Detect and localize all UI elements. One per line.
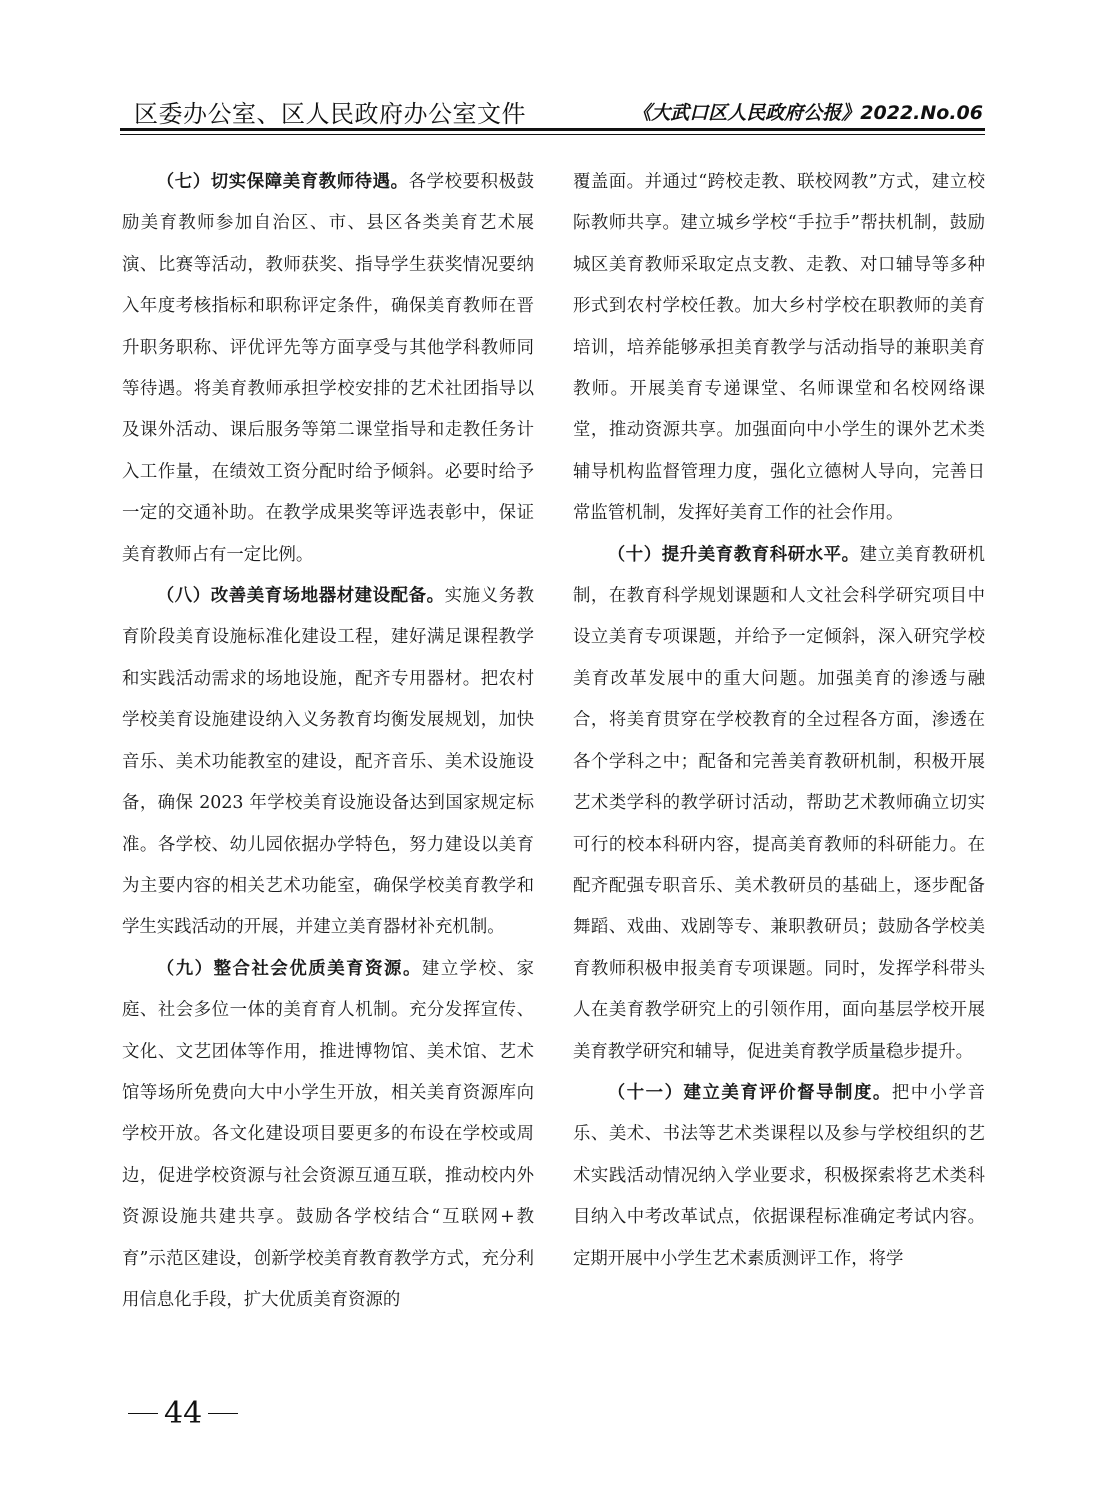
- paragraph-7: [122, 162, 534, 576]
- paragraph-10-body: 建立美育教研机制，在教育科学规划课题和人文社会科学研究项目中设立美育专项课题，并给予一定倾斜，深入研究学校美育改革发展中的重大问题。加强美育的渗透与融合，将美育贯穿在学校教育的全过程各方面，渗透在各个学科之中；配备和完善美育教研机制，积极开展艺术类学科的教学研讨活动，帮助艺术教师确立切实可行的校本科研内容，提高美育教师的科研能力。在配齐配强专职音乐、美术教研员的基础上，逐步配备舞蹈、戏曲、戏剧等专、兼职教研员；鼓励各学校美育教师积极申报美育专项课题。同时，发挥学科带头人在美育教学研究上的引领作用，面向基层学校开展美育教学研究和辅导，促进美育教学质量稳步提升。: [573, 544, 985, 1062]
- footer-dash-left: [128, 1413, 158, 1415]
- paragraph-11-body: 把中小学音乐、美术、书法等艺术类课程以及参与学校组织的艺术实践活动情况纳入学业要求，积极探索将艺术类科目纳入中考改革试点，依据课程标准确定考试内容。定期开展中小学生艺术素质测评工作，将学: [573, 1082, 985, 1269]
- paragraph-10: [573, 535, 985, 1073]
- header-rule-thin: [120, 134, 985, 135]
- paragraph-9-body: 建立学校、家庭、社会多位一体的美育育人机制。充分发挥宣传、文化、文艺团体等作用，推进博物馆、美术馆、艺术馆等场所免费向大中小学生开放，相关美育资源库向学校开放。各文化建设项目要更多的布设在学校或周边，促进学校资源与社会资源互通互联，推动校内外资源设施共建共享。鼓励各学校结合“互联网+教育”示范区建设，创新学校美育教育教学方式，充分利用信息化手段，扩大优质美育资源的: [122, 958, 534, 1310]
- paragraph-9: [122, 949, 534, 1322]
- paragraph-8: [122, 576, 534, 949]
- header-rule-thick: [120, 128, 985, 131]
- paragraph-11-heading: （十一）建立美育评价督导制度。: [607, 1082, 892, 1103]
- footer-dash-right: [208, 1413, 238, 1415]
- paragraph-10-heading: （十）提升美育教育科研水平。: [607, 544, 860, 565]
- header-gazette-issue: 《大武口区人民政府公报》2022.No.06: [632, 102, 983, 124]
- paragraph-7-body: 各学校要积极鼓励美育教师参加自治区、市、县区各类美育艺术展演、比赛等活动，教师获奖、指导学生获奖情况要纳入年度考核指标和职称评定条件，确保美育教师在晋升职务职称、评优评先等方面享受与其他学科教师同等待遇。将美育教师承担学校安排的艺术社团指导以及课外活动、课后服务等第二课堂指导和走教任务计入工作量，在绩效工资分配时给予倾斜。必要时给予一定的交通补助。在教学成果奖等评选表彰中，保证美育教师占有一定比例。: [122, 172, 534, 565]
- left-column: [122, 162, 534, 1321]
- header-document-title: 区委办公室、区人民政府办公室文件: [134, 100, 526, 128]
- paragraph-7-heading: （七）切实保障美育教师待遇。: [156, 172, 409, 192]
- page-header: [120, 92, 985, 132]
- paragraph-11: [573, 1073, 985, 1280]
- paragraph-8-heading: （八）改善美育场地器材建设配备。: [156, 586, 445, 607]
- paragraph-8-body: 实施义务教育阶段美育设施标准化建设工程，建好满足课程教学和实践活动需求的场地设施，配齐专用器材。把农村学校美育设施建设纳入义务教育均衡发展规划，加快音乐、美术功能教室的建设，配齐音乐、美术设施设备，确保 2023 年学校美育设施设备达到国家规定标准。各学校、幼儿园依据办学特色，努力建设以美育为主要内容的相关艺术功能室，确保学校美育教学和学生实践活动的开展，并建立美育器材补充机制。: [122, 586, 534, 938]
- page-number: 44: [164, 1396, 203, 1431]
- right-column: [573, 162, 985, 1280]
- paragraph-9-heading: （九）整合社会优质美育资源。: [156, 958, 422, 979]
- paragraph-9-continued: 覆盖面。并通过“跨校走教、联校网教”方式，建立校际教师共享。建立城乡学校“手拉手”帮扶机制，鼓励城区美育教师采取定点支教、走教、对口辅导等多种形式到农村学校任教。加大乡村学校在职教师的美育培训，培养能够承担美育教学与活动指导的兼职美育教师。开展美育专递课堂、名师课堂和名校网络课堂，推动资源共享。加强面向中小学生的课外艺术类辅导机构监督管理力度，强化立德树人导向，完善日常监管机制，发挥好美育工作的社会作用。: [573, 172, 985, 524]
- page-footer: [122, 1396, 244, 1431]
